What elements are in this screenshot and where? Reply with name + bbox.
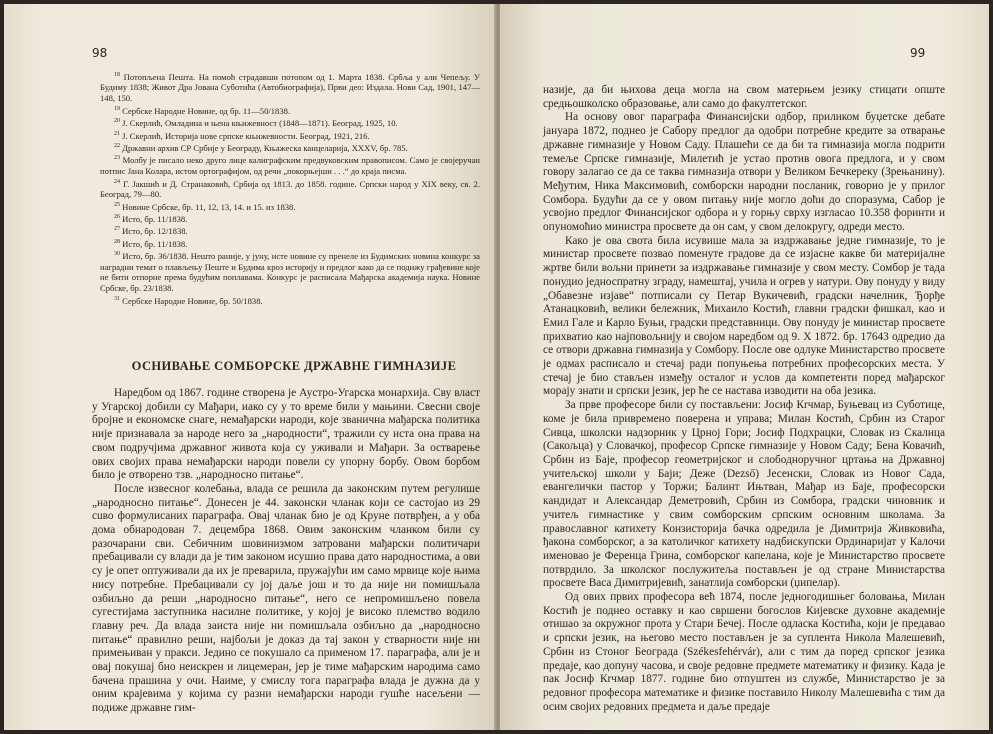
footnote-number: 30: [114, 251, 120, 258]
footnote: [100, 294, 480, 306]
footnote-number: 20: [114, 118, 120, 125]
paragraph: За прве професоре били су постављени: Јосиф Кrчмар, Буњевац из Суботице, коме је била привремено поверена и управа; Милан Костић, Србин из Старог Сивца, школски надзорник у Црној Гори; Јосиф Подхрацки, Словак из Скалица (Сакољца) у Словачкој, професор Српске гимназије у Новом Саду; Бена Ковачић, Србин из Баје, професор геометријског и слободноручног цртања на Државној учитељској школи у Баји; Деже (Dezső) Јесенски, Словак из Новог Сада, евангелички пастор у Торжи; Балинт Ињтван, Мађар из Баје, професорски кандидат и Александар Деметровић, Србин из Сомбора, градски чиновник и учитељ гимнастике у свим сомборским српским основним школама. За православног катихету Конзисторија бачка одредила је Димитрија Живковића, ђакона сомборског, а за католичког катихету надбискупски Ординаријат у Калочи именовао је Ференца Грина, сомборског капелана, које је Министарство просвете потврдило. За школског послужитеља постављен је од стране Министарства просвете Васа Димитријевић, занатлија сомборски (џипелар).: [543, 399, 945, 590]
footnote-text: Молбу је писало неко друго лице калиграфским предвуковским правописом. Само је својеручан потпис Јана Колара, истом ортографијом, од речи „покорњејши . . .“ до краја писма.: [100, 155, 480, 176]
footnote: [100, 104, 480, 116]
footnote-number: 18: [114, 72, 120, 78]
footnotes: [100, 70, 480, 306]
footnote-text: Сербске Народне Новине, бр. 50/1838.: [120, 295, 263, 306]
footnote-number: 24: [114, 178, 120, 185]
footnote-number: 26: [114, 214, 120, 220]
footnote: [100, 70, 480, 104]
footnote-text: Исто, бр. 36/1838. Нешто раније, у јуну, исте новине су пренеле из Будимских новина конкурс за наградни темат о плављењу Пеште и Будима кроз историју и предлог како да се подижу грађевине које не бити отпорне према будућим поплавама. Конкурс је расписала Мађарска академија наука. Новине Србске, бр. 23/1838.: [100, 251, 480, 293]
footnote-text: Новине Србске, бр. 11, 12, 13, 14. и 15. из 1838.: [120, 201, 296, 212]
footnote-text: Ј. Скерлић, Омладина и њена књижевност (1848—1871). Београд, 1925, 10.: [120, 117, 398, 128]
footnote: [100, 116, 480, 128]
footnote: [100, 200, 480, 212]
page-number-left: 98: [92, 46, 108, 60]
footnote-number: 22: [114, 143, 120, 149]
footnote: [100, 249, 480, 293]
paragraph: После извесног колебања, влада се решила да законским путем регулише „народносно питање“. Донесен је 44. законски чланак који се састојао из 29 сuво формулисаних параграфа. Овај чланак био је од Круне потврђен, а у оба дома обнародован 7. децембра 1868. Овим законским чланком били су разочарани сви. Себичним шовинизмом затровани мађарски политичари пребацивали су влади да је тим законом исушио права дато народностима, а ови су је опет оптуживали да их је преварила, пружајући им само мрвице које њима нису потребне. Пребацивали су јој даље још и то да није ни помишљала озбиљно да реши „народносно питање“, него се непромишљено повела сугестијама заступника насилне политике, у којој је високо племство водило главну реч. Да влада заиста није ни помишљала озбиљно да „народносно питање“ правилно реши, најбољи је доказ да тај закон у стварности није ни примењиван у пракси. Једино се покушало са применом 17. параграфа, али је и овај покушај био неискрен и лицемеран, јер је тиме мађарским народима само бачена прашина у очи. Наиме, у смислу тога параграфа влада је дужна да у оним крајевима у којима су разни немађарски народи гушће насељени — подиже државне гим-: [92, 482, 480, 715]
footnote-text: Исто, бр. 11/1838.: [120, 213, 188, 224]
footnote-number: 21: [114, 130, 120, 137]
left-body-text: [92, 387, 480, 716]
paragraph: Наредбом од 1867. године створена је Аустро-Угарска монархија. Сву власт у Угарској добили су Мађари, иако су у то време били у мањини. Свесни своје бројне и економске снаге, немађарски народи, које званична мађарска политика није признавала за народе него за „народности“, тражили су иста она права на свом подручјима државног живота која су уживали и Мађари. За остварење ових својих права немађарски народи повели су упорну борбу. Овом борбом било је отворено тзв. „народносно питање“.: [92, 387, 480, 482]
chapter-heading: ОСНИВАЊЕ СОМБОРСКЕ ДРЖАВНЕ ГИМНАЗИЈЕ: [131, 359, 457, 373]
footnote-text: Државни архив СР Србије у Београду, Књажеска канцеларија, XXXV, бр. 785.: [120, 142, 408, 153]
footnote-number: 25: [114, 201, 120, 208]
paragraph: На основу овог параграфа Финансијски одбор, приликом буџетске дебате јануара 1872, поднео је Сабору предлог да одобри потребне кредите за отварање државне гимназије у Новом Саду. Плашећи се да би та гимназија могла подрити темеље Српске гимназије, Милетић је устао против овога предлога, и у свом говору залагао се да се таква гимназија отвори у Великом Бечкереку (Зрењанину). Међутим, Ника Максимовић, сомборски народни посланик, говорио је у прилог Сомбора. Будући да се у овом питању није могло доћи до споразума, Сабор је усвојио предлог Финансијског одбора и у горњу сврху изгласао 10.358 форинти и опуномоћио министра просвете да он сам, у свом делокругу, одреди место.: [543, 111, 945, 234]
footnote: [100, 237, 480, 249]
footnote: [100, 141, 480, 153]
right-body-text: [543, 84, 945, 714]
footnote: [100, 153, 480, 176]
footnote-text: Сербске Народне Новине, од бр. 11—50/1838.: [120, 105, 291, 116]
page-number-right: 99: [910, 46, 926, 60]
footnote: [100, 212, 480, 224]
footnote-number: 19: [114, 105, 120, 112]
footnote-number: 23: [114, 155, 120, 162]
footnote-number: 28: [114, 238, 120, 245]
right-page: [500, 4, 989, 730]
footnote: [100, 129, 480, 141]
footnote: [100, 177, 480, 200]
book-spread: [4, 4, 989, 730]
footnote-number: 31: [114, 295, 120, 302]
footnote-text: Г. Јакшић и Д. Странаковић, Србија од 1813. до 1858. године. Српски народ у XIX веку, св. 2. Београд, 79—80.: [100, 178, 480, 199]
footnote-number: 27: [114, 226, 120, 233]
left-page: [4, 4, 496, 730]
footnote-text: Исто, бр. 12/1838.: [120, 226, 188, 237]
paragraph: назије, да би њихова деца могла на свом матерњем језику стицати општe средњошколско образовање, али само до факултетског.: [543, 84, 945, 110]
paragraph: Од ових првих професора већ 1874, после једногодишњег боловања, Милан Костић је поднео оставку и као свршени богослов Кијевске духовне академије отишао за окружног прота у Стари Бечеј. После одласка Костића, који је предавао и српски језик, на његово место постављен је за суплента Никола Малешевић, Србин из Стоног Београда (Székesfehérvár), али с тим да поред српског језика предаје, као допуну часова, и своје редовне предмете математику и физику. Када је пак Јосиф Кrчмар 1877. године био отпуштен из службе, Министарство је за редовног професора математике и физике поставило Николу Малешевића с тим да осим својих редовних предмета и даље предаје: [543, 591, 945, 713]
footnote: [100, 224, 480, 236]
footnote-text: Потопљена Пешта. На помоћ страдавши потопом од 1. Марта 1838. Србља у али Чепељу. У Будиму 1838; Живот Дра Јована Суботића (Автобиографија), Први део: Издала. Нови Сад, 1901, 147—148, 150.: [100, 71, 480, 104]
footnote-text: Ј. Скерлић, Историја нове српске књижевности. Београд, 1921, 216.: [120, 130, 370, 141]
paragraph: Како је ова свота била исувише мала за издржавање једне гимназије, то је министар просвете позвао поменуте градове да се изјасне какве би материјалне жртве били вољни принети за издржавање гимназије у свом месту. Сомбор је тада понудио једноспратну зграду, намештај, учила и огрев у натури. Ову понуду у виду „Обавезне изјаве“ потписали су Петар Вукичевић, градски начелник, Ђорђе Атанацковић, велики бележник, Михаило Костић, главни градски фишкал, као и Емил Гале и Карло Буњи, градски представници. Ову понуду је министар просвете прихватио као најповољнију и својом наредбом од 9. X 1872. бр. 17643 одредио да се отвори државна гимназија у Сомбору. После ове одлуке Министарство просвете је одмах расписало и стечај ради попуњења потребних професорских места. У стечај је био стављен између осталог и услов да компетенти поред мађарског морају знати и српски језик, јер ће се настава изводити на оба језика.: [543, 234, 945, 398]
footnote-text: Исто, бр. 11/1838.: [120, 238, 188, 249]
